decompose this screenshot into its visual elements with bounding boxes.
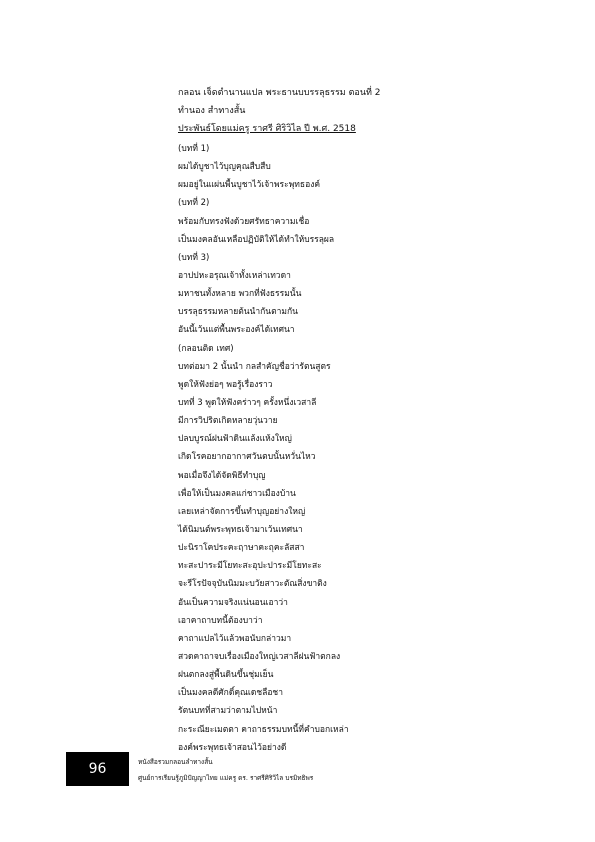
poem-line: เป็นมงคลอันเหลือปฏิบัติให้ได้ทำให้บรรลุผล bbox=[178, 234, 335, 245]
poem-line: พร้อมกับทรงฟังด้วยศรัทธาความเชื่อ bbox=[178, 216, 310, 227]
poem-line: สวดคาถาจบเรื่องเมืองใหญ่เวสาลีฝนฟ้าตกลง bbox=[178, 651, 341, 662]
poem-line: มีการวิปริตเกิดหลายวุ่นวาย bbox=[178, 416, 278, 427]
poem-line: เป็นมงคลดีศักดิ์คุณเดชลือชา bbox=[178, 688, 283, 699]
poem-line: พอเมื่อจึงได้จัดพิธีทำบุญ bbox=[178, 470, 266, 481]
poem-line: พูดให้ฟังย่อๆ พอรู้เรื่องราว bbox=[178, 379, 273, 390]
poem-line: เพื่อให้เป็นมงคลแก่ชาวเมืองบ้าน bbox=[178, 488, 296, 499]
poem-line: องค์พระพุทธเจ้าสอนไว้อย่างดี bbox=[178, 742, 287, 753]
poem-body bbox=[178, 140, 458, 757]
poem-line: เกิดโรคอยากอากาศวันตบนั้นหวั่นไหว bbox=[178, 452, 316, 463]
poem-line: ฝนตกลงสู่พื้นดินขึ้นชุ่มเย็น bbox=[178, 670, 274, 681]
page-footer bbox=[138, 754, 458, 786]
poem-line: ผมอยู่ในแผ่นพื้นบูชาไว้เจ้าพระพุทธองค์ bbox=[178, 180, 321, 191]
poem-line: (กลอนติด เทศ) bbox=[178, 343, 234, 354]
page-number-box bbox=[66, 752, 129, 786]
poem-line: (บทที่ 1) bbox=[178, 144, 210, 154]
footer-publisher: ศูนย์การเรียนรู้ภูมิปัญญาไทย แม่ครู ดร. ราศรีศิริวิไล บรมิทธิพร bbox=[138, 774, 314, 782]
page-number: 96 bbox=[88, 761, 107, 777]
poem-line: อาปปหะอรุณเจ้าทั้งเหล่าเทวดา bbox=[178, 270, 291, 281]
poem-line: จะรีโรปัจจุบันนิมมะบวัยสาวะตัณสิ่งขาติง bbox=[178, 579, 327, 590]
poem-line: ปะนิราโคประคะฤาษาคะถุคะลัสสา bbox=[178, 543, 305, 554]
poem-line: คาถาแปลไว้แล้วพอนับกล่าวมา bbox=[178, 633, 292, 644]
poem-line: ผมได้บูชาไว้บุญคุณสืบสืบ bbox=[178, 162, 271, 173]
poem-line: มหาชนทั้งหลาย พวกที่ฟังธรรมนั้น bbox=[178, 289, 302, 300]
poem-line: เลยเหล่าจัดการขึ้นทำบุญอย่างใหญ่ bbox=[178, 506, 306, 517]
poem-line: กะระณียะเมตตา คาถาธรรมบทนี้ที่คำบอกเหล่า bbox=[178, 724, 349, 735]
poem-header bbox=[178, 84, 478, 138]
poem-line: บรรลุธรรมหลายต้นนำกันตามกัน bbox=[178, 307, 298, 318]
poem-line: ปลบบูรณ์ฝนฟ้าดินแล้งแห้งใหญ่ bbox=[178, 434, 292, 445]
poem-line: อันนี้เว้นแต่พื้นพระองค์ได้เทศนา bbox=[178, 325, 295, 336]
poem-line: ทะสะปาระมีโยทะสะอุปะปาระมีโยทะสะ bbox=[178, 561, 322, 572]
poem-line: เอาคาถาบทนี้ต้องบาว่า bbox=[178, 615, 263, 626]
poem-line: รัตนบทที่สามว่าตามไปหน้า bbox=[178, 706, 278, 717]
poem-line: ได้นิมนต์พระพุทธเจ้ามาเว้นเทศนา bbox=[178, 524, 303, 535]
poem-melody: ทำนอง สำทางสั้น bbox=[178, 106, 246, 116]
poem-line: บทต่อมา 2 นั้นนำ กลสำคัญชื่อว่ารัตนสูตร bbox=[178, 361, 331, 372]
poem-line: อันเป็นความจริงแน่นอนเอาว่า bbox=[178, 597, 288, 608]
poem-line: (บทที่ 3) bbox=[178, 252, 210, 263]
footer-book-title: หนังสือรวมกลอนลำทางสั้น bbox=[138, 758, 213, 766]
poem-line: (บทที่ 2) bbox=[178, 198, 210, 209]
poem-author: ประพันธ์โดยแม่ครู ราศรี ศิริวิไล ปี พ.ศ. 2518 bbox=[178, 124, 356, 134]
poem-line: บทที่ 3 พูดให้ฟังคร่าวๆ ครั้งหนึ่งเวสาลี bbox=[178, 397, 317, 408]
poem-title: กลอน เจ็ดตำนานแปล พระธานบบรรลุธรรม ตอนที่ 2 bbox=[178, 88, 381, 98]
